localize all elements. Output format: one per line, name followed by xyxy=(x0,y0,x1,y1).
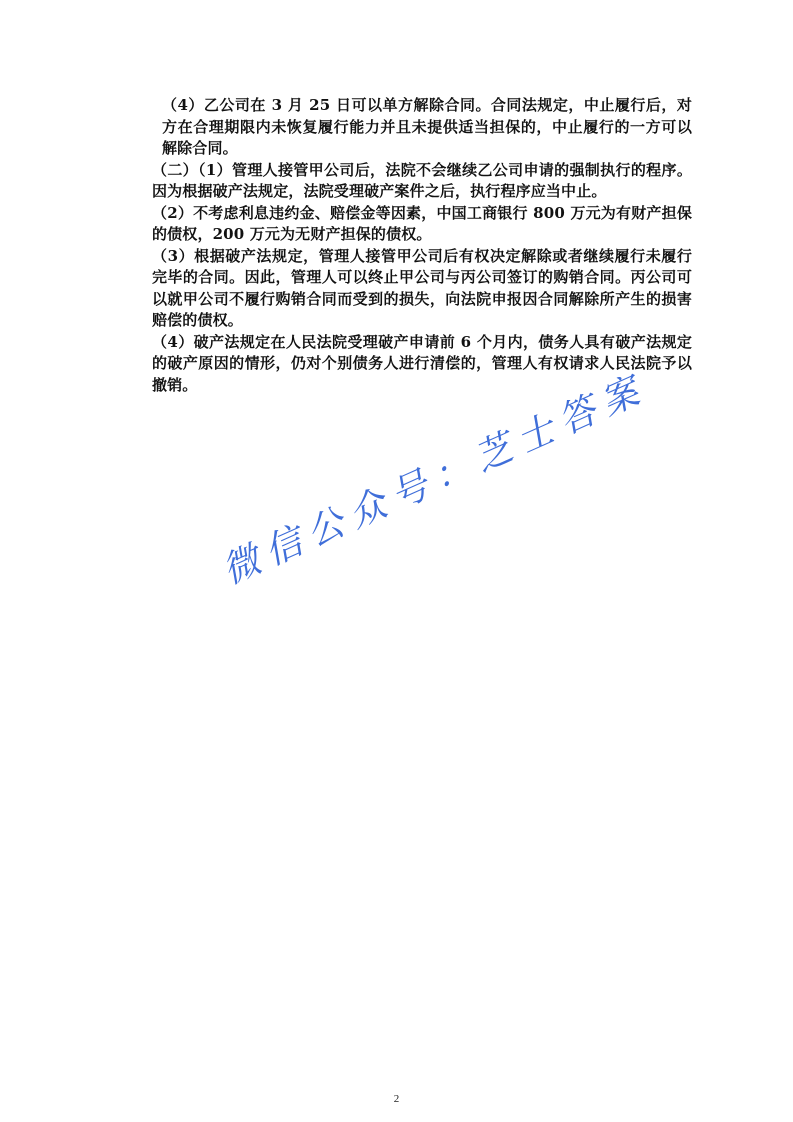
paragraph-answer-2-1: （二）（1）管理人接管甲公司后，法院不会继续乙公司申请的强制执行的程序。因为根据破产法规定，法院受理破产案件之后，执行程序应当中止。 xyxy=(152,160,692,200)
watermark-text: 微信公众号：芝士答案 xyxy=(215,366,654,593)
page-number: 2 xyxy=(393,1093,400,1105)
paragraph-answer-1-4: （4）乙公司在 3 月 25 日可以单方解除合同。合同法规定，中止履行后，对方在合理期限内未恢复履行能力并且未提供适当担保的，中止履行的一方可以解除合同。 xyxy=(162,96,692,157)
paragraph-answer-2-2: （2）不考虑利息违约金、赔偿金等因素，中国工商银行 800 万元为有财产担保的债权，200 万元为无财产担保的债权。 xyxy=(152,203,692,243)
paragraph-answer-2-3: （3）根据破产法规定，管理人接管甲公司后有权决定解除或者继续履行未履行完毕的合同。因此，管理人可以终止甲公司与丙公司签订的购销合同。丙公司可以就甲公司不履行购销合同而受到的损失，向法院申报因合同解除所产生的损害赔偿的债权。 xyxy=(152,246,692,329)
paragraph-answer-2-4: （4）破产法规定在人民法院受理破产申请前 6 个月内，债务人具有破产法规定的破产原因的情形，仍对个别债务人进行清偿的，管理人有权请求人民法院予以撤销。 xyxy=(152,332,692,394)
answer-text-block xyxy=(152,95,692,396)
